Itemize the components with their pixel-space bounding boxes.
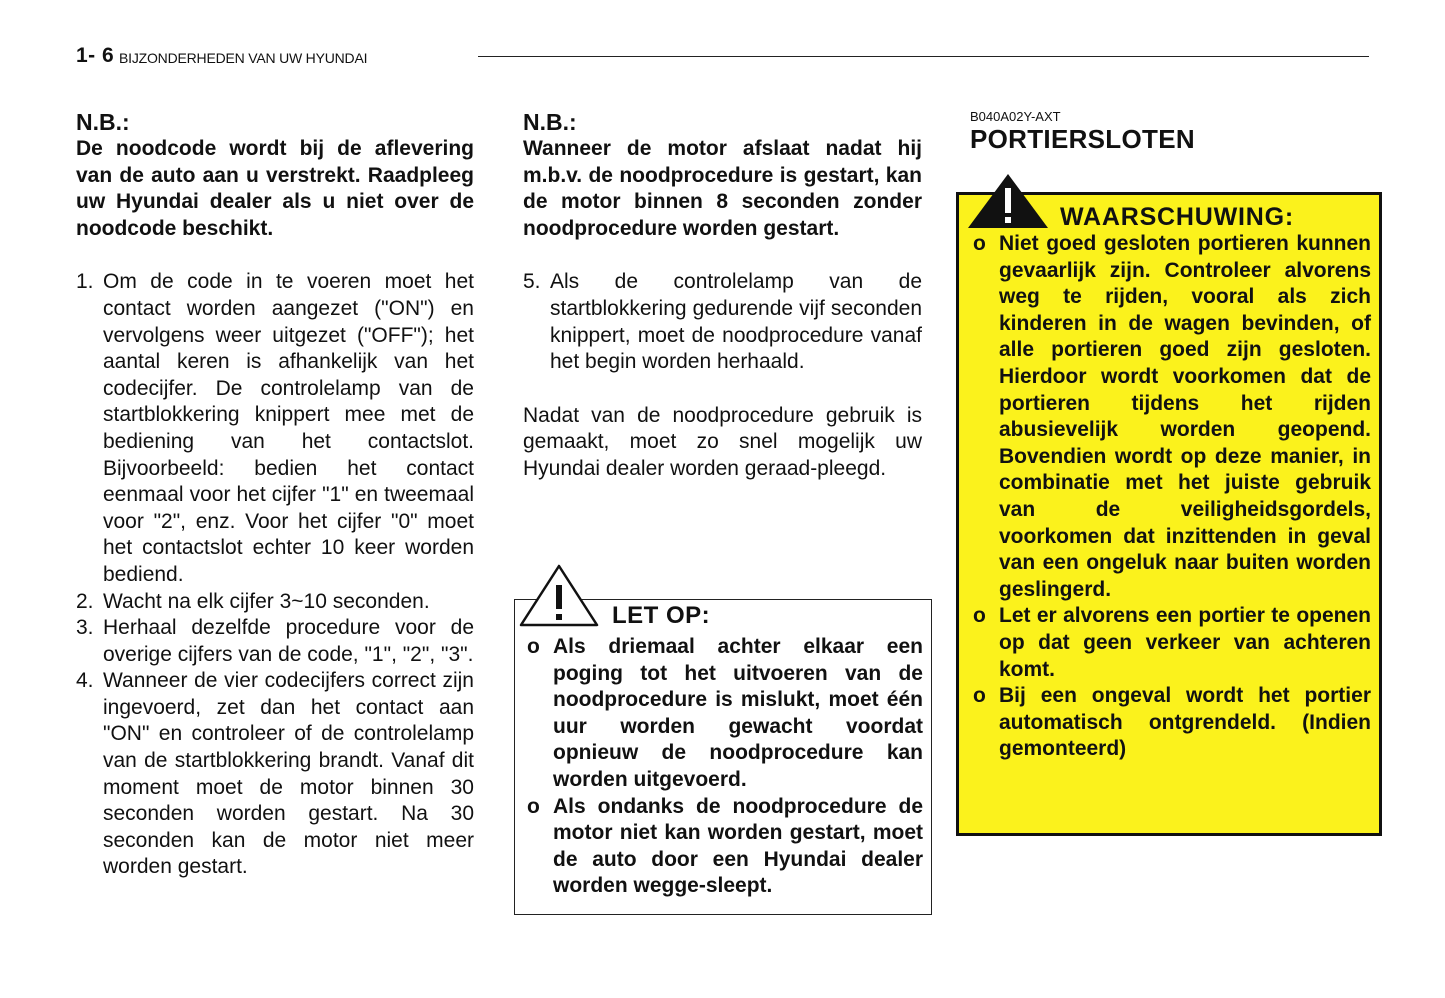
follow-up-paragraph: Nadat van de noodprocedure gebruik is gemaakt, moet zo snel mogelijk uw Hyundai dealer worden geraad-pleegd. bbox=[523, 403, 922, 480]
warning-box bbox=[956, 192, 1382, 836]
caution-item: o Als ondanks de noodprocedure de motor niet kan worden gestart, moet de auto door een Hyundai dealer worden wegge-sleept. bbox=[527, 794, 923, 898]
warning-triangle-icon bbox=[966, 172, 1050, 230]
step-item: 5. Als de controlelamp van de startblokkering gedurende vijf seconden knippert, moet de noodprocedure vanaf het begin worden herhaald. bbox=[523, 270, 922, 374]
header-divider bbox=[478, 56, 1369, 57]
section-title: PORTIERSLOTEN bbox=[970, 124, 1195, 154]
left-column bbox=[76, 108, 474, 881]
note-text: De noodcode wordt bij de aflevering van de auto aan u verstrekt. Raadpleeg uw Hyundai dealer als u niet over de noodcode beschikt. bbox=[76, 137, 474, 240]
section-name: BIJZONDERHEDEN VAN UW HYUNDAI bbox=[119, 50, 368, 66]
warning-item: o Bij een ongeval wordt het portier automatisch ontgrendeld. (Indien gemonteerd) bbox=[973, 684, 1371, 761]
caution-item: o Als driemaal achter elkaar een poging tot het uitvoeren van de noodprocedure is mislukt, moet één uur worden gewacht voordat opnieuw de noodprocedure kan worden uitgevoerd. bbox=[527, 635, 923, 791]
procedure-step-5 bbox=[523, 269, 922, 375]
procedure-steps bbox=[76, 269, 474, 881]
page-number: 1- 6 bbox=[76, 44, 115, 67]
note-text: Wanneer de motor afslaat nadat hij m.b.v. de noodprocedure is gestart, kan de motor binnen 8 seconden zonder noodprocedure worden gestart. bbox=[523, 137, 922, 240]
step-item: 1. Om de code in te voeren moet het contact worden aangezet ("ON") en vervolgens weer uitgezet ("OFF"); het aantal keren is afhankelijk van het codecijfer. De controlelamp van de startblokkering knippert mee met de bediening van het contactslot. Bijvoorbeeld: bedien het contact eenmaal voor het cijfer "1" en tweemaal voor "2", enz. Voor het cijfer "0" moet het contactslot echter 10 keer worden bediend. bbox=[76, 270, 474, 586]
caution-box bbox=[514, 599, 932, 915]
step-item: 3. Herhaal dezelfde procedure voor de overige cijfers van de code, "1", "2", "3". bbox=[76, 616, 474, 666]
warning-title: WAARSCHUWING: bbox=[1060, 203, 1294, 231]
warning-item: o Let er alvorens een portier te openen op dat geen verkeer van achteren komt. bbox=[973, 604, 1371, 681]
document-code: B040A02Y-AXT bbox=[970, 109, 1061, 124]
note-heading: N.B.: bbox=[76, 109, 130, 135]
warning-triangle-icon bbox=[518, 563, 600, 629]
caution-list bbox=[525, 634, 923, 900]
note-heading: N.B.: bbox=[523, 109, 577, 135]
step-item: 4. Wanneer de vier codecijfers correct zijn ingevoerd, zet dan het contact aan "ON" en controleer of de controlelamp van de startblokkering brandt. Vanaf dit moment moet de motor binnen 30 seconden worden gestart. Na 30 seconden kan de motor niet meer worden gestart. bbox=[76, 669, 474, 879]
caution-title: LET OP: bbox=[612, 602, 711, 629]
warning-list bbox=[971, 231, 1371, 763]
page-header bbox=[76, 44, 1369, 70]
warning-item: o Niet goed gesloten portieren kunnen gevaarlijk zijn. Controleer alvorens weg te rijden, vooral als zich kinderen in de wagen bevinden, of alle portieren goed zijn gesloten. Hierdoor wordt voorkomen dat de portieren tijdens het rijden abusievelijk worden geopend. Bovendien wordt op deze manier, in combinatie met het juiste gebruik van de veiligheidsgordels, voorkomen dat inzittenden in geval van een ongeluk naar buiten worden geslingerd. bbox=[973, 232, 1371, 601]
step-item: 2. Wacht na elk cijfer 3~10 seconden. bbox=[76, 589, 430, 613]
middle-column bbox=[523, 108, 922, 483]
